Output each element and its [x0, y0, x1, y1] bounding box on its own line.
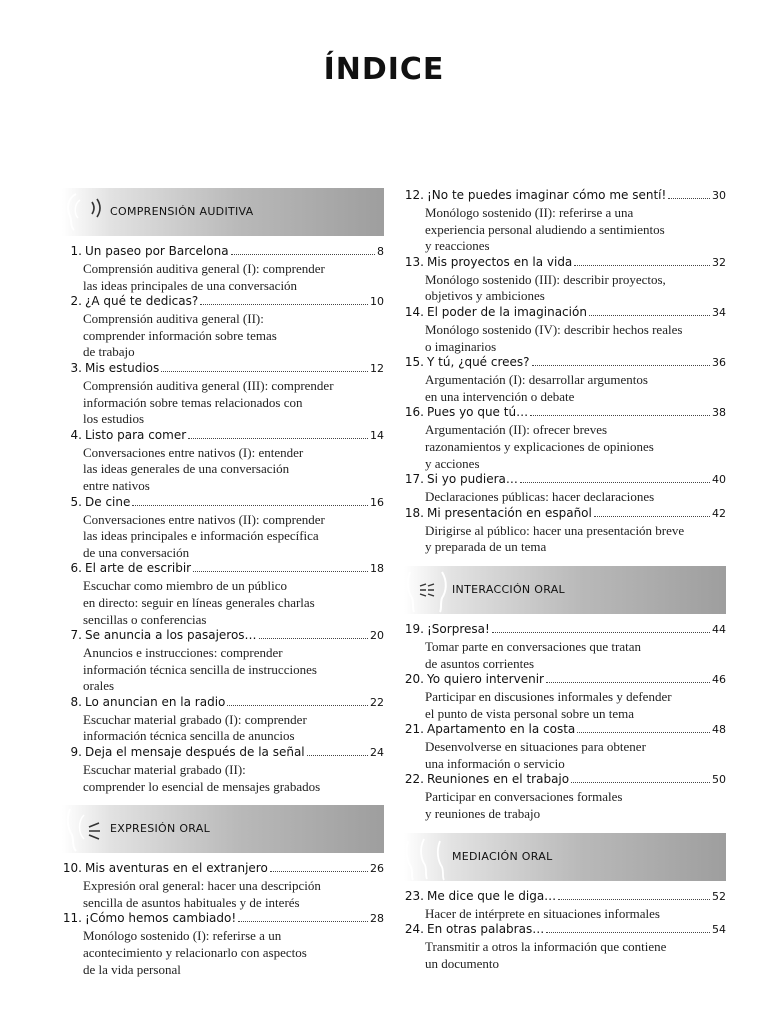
toc-entry-heading[interactable] [62, 628, 384, 645]
description-line: información técnica sencilla de anuncios [83, 728, 295, 744]
entry-description [425, 205, 726, 255]
dot-leader [238, 921, 368, 922]
section-banner [404, 833, 726, 881]
entry-number: 16. [404, 405, 424, 420]
description-line: Conversaciones entre nativos (I): entender [83, 444, 304, 460]
description-line: información técnica sencilla de instrucciones [83, 661, 317, 677]
entry-description [425, 523, 726, 556]
toc-entry[interactable] [404, 722, 726, 772]
entry-description [425, 689, 726, 722]
description-line: Comprensión auditiva general (II): [83, 311, 264, 327]
toc-entry[interactable] [62, 428, 384, 495]
ear-sound-icon [62, 188, 108, 236]
entry-title[interactable]: ¡Sorpresa! [427, 621, 490, 636]
entry-description [83, 928, 384, 978]
description-line: comprender información sobre temas [83, 327, 277, 343]
entry-description [83, 378, 384, 428]
description-line: Comprensión auditiva general (III): comprender [83, 377, 334, 393]
page-title: ÍNDICE [323, 52, 445, 87]
toc-entry-heading[interactable] [404, 188, 726, 205]
description-line: o imaginarios [425, 338, 497, 354]
entry-description [83, 712, 384, 745]
entry-title[interactable]: Si yo pudiera… [427, 472, 518, 487]
two-faces-icon [404, 566, 450, 614]
description-line: y reacciones [425, 238, 490, 254]
entry-title[interactable]: En otras palabras… [427, 922, 545, 937]
toc-section [62, 805, 384, 978]
entry-description [425, 739, 726, 772]
toc-entry-heading[interactable] [404, 255, 726, 272]
description-line: Anuncios e instrucciones: comprender [83, 645, 283, 661]
toc-entry[interactable] [62, 294, 384, 361]
description-line: acontecimiento y relacionarlo con aspectos [83, 945, 307, 961]
toc-entry-heading[interactable] [404, 355, 726, 372]
entry-title[interactable]: Pues yo que tú… [427, 405, 529, 420]
dot-leader [530, 415, 710, 416]
entry-number: 2. [70, 294, 82, 309]
description-line: en directo: seguir en líneas generales charlas [83, 594, 315, 610]
toc-entry-heading[interactable] [62, 745, 384, 762]
entry-description [425, 789, 726, 822]
entry-title[interactable]: Reuniones en el trabajo [427, 772, 570, 787]
dot-leader [571, 782, 710, 783]
entry-number: 3. [70, 360, 82, 375]
description-line: Participar en discusiones informales y defender [425, 689, 672, 705]
page-number: 18 [370, 562, 384, 576]
description-line: Participar en conversaciones formales [425, 789, 623, 805]
speaking-mouth-icon [62, 805, 108, 853]
entry-number: 11. [62, 911, 82, 926]
entry-title[interactable]: Mis estudios [85, 360, 160, 375]
toc-entry-heading[interactable] [62, 294, 384, 311]
entry-title[interactable]: El poder de la imaginación [427, 304, 587, 319]
description-line: información sobre temas relacionados con [83, 394, 303, 410]
toc-entry[interactable] [62, 495, 384, 562]
dot-leader [270, 871, 368, 872]
toc-entry-heading[interactable] [404, 622, 726, 639]
entry-number: 9. [70, 745, 82, 760]
section-title: INTERACCIÓN ORAL [452, 582, 565, 596]
page-number: 28 [370, 912, 384, 926]
entry-title[interactable]: ¡No te puedes imaginar cómo me sentí! [427, 188, 667, 202]
page-number: 20 [370, 629, 384, 643]
page-number: 30 [712, 189, 726, 202]
entry-description [425, 372, 726, 405]
entry-title[interactable]: ¡Cómo hemos cambiado! [85, 911, 237, 926]
page-number: 44 [712, 622, 726, 636]
right-column [404, 188, 726, 972]
description-line: Argumentación (II): ofrecer breves [425, 422, 608, 438]
toc-entry-heading[interactable] [62, 361, 384, 378]
entry-description [425, 639, 726, 672]
page-number: 52 [712, 889, 726, 903]
entry-number: 4. [70, 427, 82, 442]
toc-entry[interactable] [404, 472, 726, 506]
toc-entry-heading[interactable] [404, 889, 726, 906]
entry-title[interactable]: Se anuncia a los pasajeros… [85, 628, 257, 643]
entry-number: 18. [404, 505, 424, 520]
entry-number: 21. [404, 722, 424, 737]
entry-title[interactable]: Lo anuncian en la radio [85, 694, 226, 709]
description-line: Hacer de intérprete en situaciones informales [425, 905, 660, 921]
entry-title[interactable]: Me dice que le diga… [427, 888, 557, 903]
description-line: de asuntos corrientes [425, 655, 535, 671]
description-line: entre nativos [83, 477, 150, 493]
description-line: sencillas o conferencias [83, 611, 207, 627]
description-line: Tomar parte en conversaciones que tratan [425, 638, 642, 654]
entry-number: 14. [404, 304, 424, 319]
entry-title[interactable]: ¿A qué te dedicas? [85, 294, 199, 309]
toc-entry-heading[interactable] [404, 506, 726, 523]
toc-entry-heading[interactable] [62, 561, 384, 578]
entry-description [425, 489, 726, 506]
toc-entry-heading[interactable] [404, 922, 726, 939]
dot-leader [668, 198, 710, 199]
entry-title[interactable]: Deja el mensaje después de la señal [85, 745, 305, 760]
description-line: Monólogo sostenido (IV): describir hechos reales [425, 321, 683, 337]
description-line: Escuchar como miembro de un público [83, 578, 287, 594]
entry-number: 13. [404, 254, 424, 269]
toc-entry-heading[interactable] [404, 472, 726, 489]
entry-description [83, 878, 384, 911]
entry-number: 17. [404, 472, 424, 487]
toc-entry[interactable] [62, 244, 384, 294]
description-line: de trabajo [83, 344, 135, 360]
dot-leader [161, 371, 368, 372]
description-line: de la vida personal [83, 961, 181, 977]
dot-leader [520, 482, 710, 483]
description-line: un documento [425, 955, 500, 971]
description-line: y preparada de un tema [425, 539, 547, 555]
description-line: Monólogo sostenido (III): describir proyectos, [425, 271, 666, 287]
dot-leader [532, 365, 710, 366]
entry-title[interactable]: Yo quiero intervenir [427, 672, 544, 687]
entry-number: 5. [70, 494, 82, 509]
description-line: Expresión oral general: hacer una descripción [83, 878, 321, 894]
entry-number: 24. [404, 922, 424, 937]
dot-leader [200, 304, 368, 305]
entry-description [83, 578, 384, 628]
toc-entry-heading[interactable] [62, 911, 384, 928]
page-number: 38 [712, 406, 726, 420]
entry-number: 20. [404, 672, 424, 687]
entry-title[interactable]: Mi presentación en español [427, 505, 592, 520]
section-banner [62, 188, 384, 236]
toc-entry-heading[interactable] [62, 428, 384, 445]
page-number: 42 [712, 506, 726, 520]
page-number: 34 [712, 305, 726, 319]
description-line: y acciones [425, 455, 480, 471]
toc-entry[interactable] [62, 861, 384, 911]
page-number: 40 [712, 473, 726, 487]
toc-entry[interactable] [404, 922, 726, 972]
dot-leader [558, 899, 710, 900]
entry-number: 23. [404, 888, 424, 903]
description-line: Escuchar material grabado (I): comprender [83, 711, 307, 727]
toc-entry-heading[interactable] [62, 495, 384, 512]
dot-leader [577, 732, 710, 733]
page-number: 12 [370, 361, 384, 375]
toc-entry-heading[interactable] [62, 861, 384, 878]
section-title: MEDIACIÓN ORAL [452, 849, 553, 863]
description-line: y reuniones de trabajo [425, 806, 541, 822]
entry-title[interactable]: De cine [85, 494, 131, 509]
toc-entry[interactable] [62, 911, 384, 978]
dot-leader [492, 632, 710, 633]
entry-number: 1. [70, 244, 82, 258]
dot-leader [574, 265, 710, 266]
toc-entry[interactable] [404, 889, 726, 923]
entry-description [425, 272, 726, 305]
toc-entry-heading[interactable] [62, 244, 384, 261]
description-line: las ideas generales de una conversación [83, 461, 290, 477]
description-line: Argumentación (I): desarrollar argumentos [425, 372, 648, 388]
description-line: Transmitir a otros la información que contiene [425, 939, 667, 955]
section-banner [404, 566, 726, 614]
description-line: una información o servicio [425, 755, 565, 771]
description-line: las ideas principales de una conversación [83, 277, 298, 293]
page-number: 36 [712, 356, 726, 370]
dot-leader [589, 315, 710, 316]
entry-title[interactable]: Listo para comer [85, 427, 187, 442]
toc-entry[interactable] [404, 672, 726, 722]
dot-leader [193, 571, 368, 572]
entry-description [83, 261, 384, 294]
dot-leader [546, 682, 710, 683]
dot-leader [546, 932, 710, 933]
dot-leader [231, 254, 375, 255]
description-line: Desenvolverse en situaciones para obtener [425, 739, 646, 755]
entry-description [425, 322, 726, 355]
entry-description [83, 445, 384, 495]
toc-entry[interactable] [404, 255, 726, 305]
dot-leader [307, 755, 368, 756]
dot-leader [594, 516, 710, 517]
page-number: 24 [370, 746, 384, 760]
toc-section [404, 833, 726, 973]
dot-leader [227, 705, 368, 706]
entry-description [83, 512, 384, 562]
entry-description [83, 311, 384, 361]
description-line: objetivos y ambiciones [425, 288, 545, 304]
description-line: sencilla de asuntos habituales y de interés [83, 894, 300, 910]
toc-entry[interactable] [404, 355, 726, 405]
toc-section [62, 188, 384, 795]
toc-section [404, 566, 726, 823]
entry-number: 6. [70, 561, 82, 576]
description-line: los estudios [83, 411, 145, 427]
page-number: 8 [377, 245, 384, 258]
description-line: el punto de vista personal sobre un tema [425, 705, 635, 721]
entry-number: 10. [62, 861, 82, 876]
toc-entry[interactable] [404, 772, 726, 822]
toc-entry-heading[interactable] [404, 405, 726, 422]
toc-entry[interactable] [404, 188, 726, 255]
description-line: Monólogo sostenido (II): referirse a una [425, 205, 634, 220]
entry-title[interactable]: Apartamento en la costa [427, 722, 576, 737]
page-number: 48 [712, 723, 726, 737]
dot-leader [188, 438, 368, 439]
entry-description [83, 645, 384, 695]
page-number: 54 [712, 923, 726, 937]
entry-description [425, 422, 726, 472]
page-number: 14 [370, 428, 384, 442]
description-line: las ideas principales e información específica [83, 528, 319, 544]
toc-entry[interactable] [404, 305, 726, 355]
page-number: 10 [370, 295, 384, 309]
toc-entry-heading[interactable] [404, 305, 726, 322]
toc-entry[interactable] [404, 622, 726, 672]
entry-number: 12. [404, 188, 424, 202]
description-line: orales [83, 678, 115, 694]
entry-title[interactable]: Mis proyectos en la vida [427, 254, 573, 269]
description-line: Comprensión auditiva general (I): comprender [83, 261, 325, 276]
toc-entry-heading[interactable] [404, 722, 726, 739]
page-number: 50 [712, 773, 726, 787]
three-faces-icon [404, 833, 450, 881]
toc-entry[interactable] [62, 561, 384, 628]
description-line: Escuchar material grabado (II): [83, 762, 246, 778]
entry-title[interactable]: El arte de escribir [85, 561, 192, 576]
page-number: 22 [370, 695, 384, 709]
entry-description [425, 906, 726, 923]
section-banner [62, 805, 384, 853]
entry-number: 8. [70, 694, 82, 709]
page-number: 46 [712, 673, 726, 687]
entry-title[interactable]: Mis aventuras en el extranjero [85, 861, 268, 876]
entry-number: 19. [404, 621, 424, 636]
description-line: Conversaciones entre nativos (II): comprender [83, 511, 325, 527]
toc-entry-heading[interactable] [404, 672, 726, 689]
dot-leader [259, 638, 368, 639]
entry-number: 7. [70, 628, 82, 643]
page-number: 32 [712, 255, 726, 269]
section-title: EXPRESIÓN ORAL [110, 822, 211, 836]
description-line: comprender lo esencial de mensajes grabados [83, 778, 321, 794]
description-line: en una intervención o debate [425, 388, 575, 404]
entry-description [83, 762, 384, 795]
entry-number: 15. [404, 355, 424, 370]
left-column [62, 188, 384, 978]
toc-entry[interactable] [62, 361, 384, 428]
entry-title[interactable]: Un paseo por Barcelona [85, 244, 229, 258]
description-line: Dirigirse al público: hacer una presentación breve [425, 522, 685, 538]
description-line: Declaraciones públicas: hacer declaraciones [425, 489, 655, 505]
entry-description [425, 939, 726, 972]
description-line: Monólogo sostenido (I): referirse a un [83, 928, 282, 944]
dot-leader [132, 505, 368, 506]
toc-entry-heading[interactable] [404, 772, 726, 789]
toc-entry[interactable] [62, 628, 384, 695]
description-line: razonamientos y explicaciones de opiniones [425, 438, 654, 454]
description-line: de una conversación [83, 544, 190, 560]
entry-title[interactable]: Y tú, ¿qué crees? [427, 355, 530, 370]
toc-entry-heading[interactable] [62, 695, 384, 712]
toc-continuation [404, 188, 726, 556]
entry-number: 22. [404, 772, 424, 787]
page-number: 26 [370, 862, 384, 876]
description-line: experiencia personal aludiendo a sentimientos [425, 221, 665, 237]
toc-entry[interactable] [404, 506, 726, 556]
toc-entry[interactable] [62, 745, 384, 795]
toc-entry[interactable] [62, 695, 384, 745]
page-number: 16 [370, 495, 384, 509]
toc-entry[interactable] [404, 405, 726, 472]
section-title: COMPRENSIÓN AUDITIVA [110, 205, 254, 218]
